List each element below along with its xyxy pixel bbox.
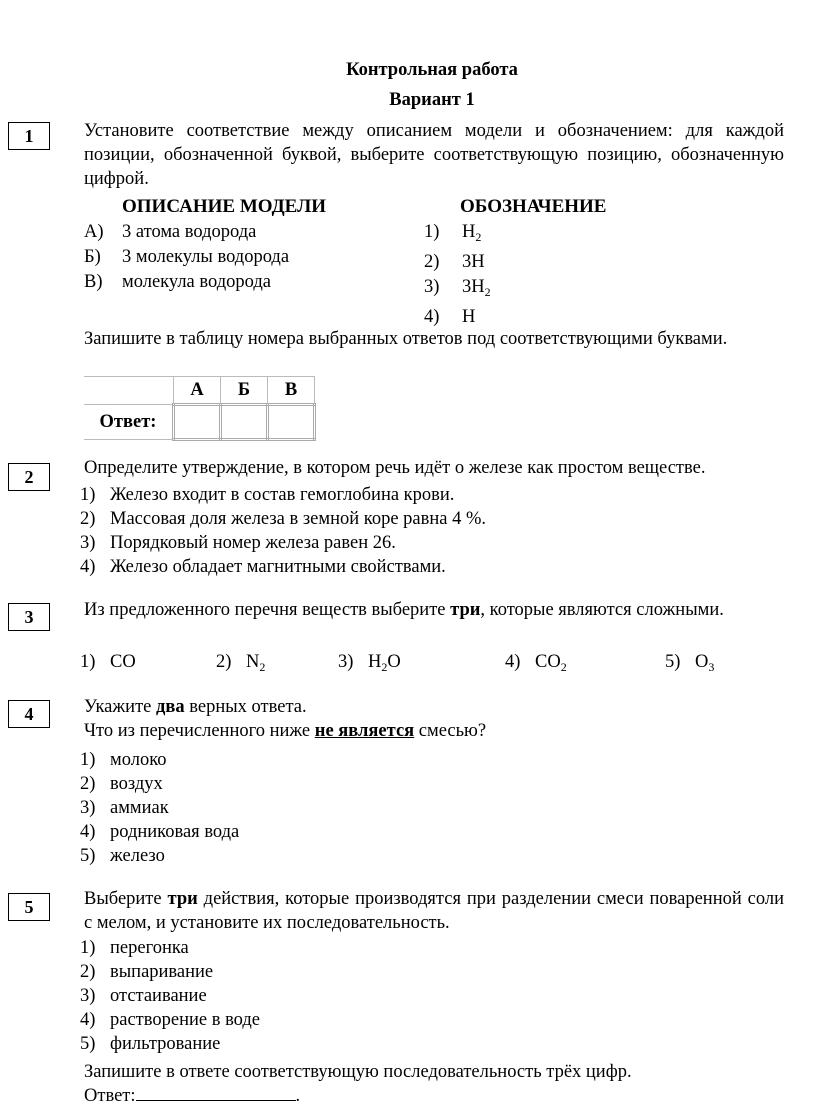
item-label: 3): [424, 277, 440, 297]
emphasis: три: [167, 889, 198, 909]
q1-right-header: ОБОЗНАЧЕНИЕ: [460, 196, 607, 217]
q5-instruction: Запишите в ответе соответствующую последовательность трёх цифр.: [84, 1062, 632, 1082]
formula: H: [462, 222, 476, 242]
list-item: [424, 275, 491, 305]
option-label: 3): [80, 798, 96, 818]
formula-subscript: 2: [560, 660, 567, 674]
option[interactable]: [80, 844, 239, 868]
question-number-2: 2: [8, 463, 50, 491]
option-label: 3): [80, 533, 96, 553]
option-label: 4): [505, 652, 521, 672]
option-label: 2): [216, 652, 232, 672]
option-text: железо: [110, 846, 165, 866]
option-label: 5): [665, 652, 681, 672]
option[interactable]: [80, 960, 260, 984]
q4-text: [84, 695, 486, 743]
option-label: 5): [80, 846, 96, 866]
option[interactable]: [80, 507, 486, 531]
option[interactable]: [216, 650, 265, 679]
list-item: [424, 220, 491, 250]
formula-subscript: 2: [475, 230, 482, 244]
q3-text: [84, 598, 784, 622]
option-text: выпаривание: [110, 962, 214, 982]
option[interactable]: [80, 748, 239, 772]
formula: H: [462, 307, 476, 327]
formula: H: [368, 652, 382, 672]
option[interactable]: [80, 531, 486, 555]
option-label: 4): [80, 822, 96, 842]
formula: CO: [110, 652, 136, 672]
table-corner: [84, 377, 174, 405]
option-label: 1): [80, 652, 96, 672]
emphasis: два: [156, 697, 185, 717]
option[interactable]: [80, 984, 260, 1008]
text: Что из перечисленного ниже: [84, 721, 315, 741]
option-text: Железо обладает магнитными свойствами.: [110, 557, 446, 577]
q4-line2: [84, 719, 486, 743]
table-header: В: [268, 377, 315, 405]
formula: O: [387, 652, 401, 672]
answer-period: .: [295, 1086, 301, 1106]
item-label: Б): [84, 247, 101, 267]
q4-line1: [84, 695, 486, 719]
answer-cell-v[interactable]: [268, 405, 315, 440]
item-label: 1): [424, 222, 440, 242]
item-label: 4): [424, 307, 440, 327]
list-item: [84, 270, 289, 295]
q1-instruction: Запишите в таблицу номера выбранных ответов под соответствующими буквами.: [84, 329, 728, 349]
formula-subscript: 2: [259, 660, 266, 674]
item-text: молекула водорода: [122, 272, 271, 292]
formula-subscript: 2: [381, 660, 388, 674]
table-header: А: [174, 377, 221, 405]
emphasis: три: [450, 600, 481, 620]
option-text: воздух: [110, 774, 163, 794]
formula-subscript: 2: [484, 285, 491, 299]
option-label: 1): [80, 485, 96, 505]
option[interactable]: [80, 1008, 260, 1032]
question-number-1: 1: [8, 122, 50, 150]
q1-text: Установите соответствие между описанием модели и обозначением: для каждой позиции, обозначенной буквой, выберите соответствующую позицию, обозначенную цифрой.: [84, 121, 784, 189]
table-header: Б: [221, 377, 268, 405]
formula-subscript: 3: [708, 660, 715, 674]
option[interactable]: [80, 555, 486, 579]
option-text: родниковая вода: [110, 822, 240, 842]
item-text: 3 атома водорода: [122, 222, 257, 242]
list-item: [84, 220, 289, 245]
option-text: аммиак: [110, 798, 169, 818]
list-item: [84, 245, 289, 270]
option-text: молоко: [110, 750, 167, 770]
answer-field[interactable]: [136, 1084, 296, 1101]
q4-options: [80, 748, 239, 868]
q1-left-list: [84, 220, 289, 295]
q5-options: [80, 936, 260, 1056]
option[interactable]: [80, 483, 486, 507]
option[interactable]: [80, 1032, 260, 1056]
option-text: перегонка: [110, 938, 189, 958]
formula: O: [695, 652, 709, 672]
option-label: 4): [80, 1010, 96, 1030]
option-text: Массовая доля железа в земной коре равна 4 %.: [110, 509, 487, 529]
question-number-4: 4: [8, 700, 50, 728]
formula: 3H: [462, 252, 485, 272]
option[interactable]: [80, 936, 260, 960]
option[interactable]: [665, 650, 714, 679]
variant-title: Вариант 1: [389, 90, 475, 110]
option-label: 5): [80, 1034, 96, 1054]
option-text: Железо входит в состав гемоглобина крови.: [110, 485, 455, 505]
item-label: 2): [424, 252, 440, 272]
text: , которые являются сложными.: [480, 600, 724, 620]
q5-answer: [84, 1084, 300, 1108]
option-text: Порядковый номер железа равен 26.: [110, 533, 396, 553]
option-label: 1): [80, 938, 96, 958]
emphasis: не является: [314, 721, 415, 741]
text: Укажите: [84, 697, 156, 717]
option-label: 3): [80, 986, 96, 1006]
option-text: растворение в воде: [110, 1010, 261, 1030]
item-label: А): [84, 222, 104, 242]
option-label: 2): [80, 962, 96, 982]
text: Выберите: [84, 889, 168, 909]
question-number-5: 5: [8, 893, 50, 921]
option-label: 2): [80, 509, 96, 529]
option[interactable]: [80, 650, 136, 674]
q5-text: [84, 887, 784, 935]
option-text: отстаивание: [110, 986, 207, 1006]
list-item: [424, 250, 491, 275]
document-title: Контрольная работа: [346, 60, 518, 80]
option[interactable]: [80, 772, 239, 796]
q2-text: Определите утверждение, в котором речь идёт о железе как простом веществе.: [84, 458, 706, 478]
text: смесью?: [414, 721, 487, 741]
option[interactable]: [338, 650, 401, 679]
q1-left-header: ОПИСАНИЕ МОДЕЛИ: [122, 196, 327, 217]
q1-right-list: [424, 220, 491, 330]
formula: 3H: [462, 277, 485, 297]
item-text: 3 молекулы водорода: [122, 247, 290, 267]
option-label: 2): [80, 774, 96, 794]
text: Из предложенного перечня веществ выберите: [84, 600, 451, 620]
answer-cell-b[interactable]: [221, 405, 268, 440]
option[interactable]: [80, 820, 239, 844]
option-label: 4): [80, 557, 96, 577]
formula: CO: [535, 652, 561, 672]
question-number-3: 3: [8, 603, 50, 631]
option-label: 3): [338, 652, 354, 672]
option-label: 1): [80, 750, 96, 770]
answer-row-label: Ответ:: [84, 405, 174, 440]
answer-table: [84, 376, 316, 441]
option[interactable]: [505, 650, 567, 679]
formula: N: [246, 652, 260, 672]
q2-options: [80, 483, 486, 579]
text: верных ответа.: [184, 697, 307, 717]
option-text: фильтрование: [110, 1034, 221, 1054]
answer-label: Ответ:: [84, 1086, 136, 1106]
option[interactable]: [80, 796, 239, 820]
item-label: В): [84, 272, 103, 292]
text: действия, которые производятся при разделении смеси поваренной соли с мелом, и установите их последовательность.: [84, 889, 784, 933]
answer-cell-a[interactable]: [174, 405, 221, 440]
